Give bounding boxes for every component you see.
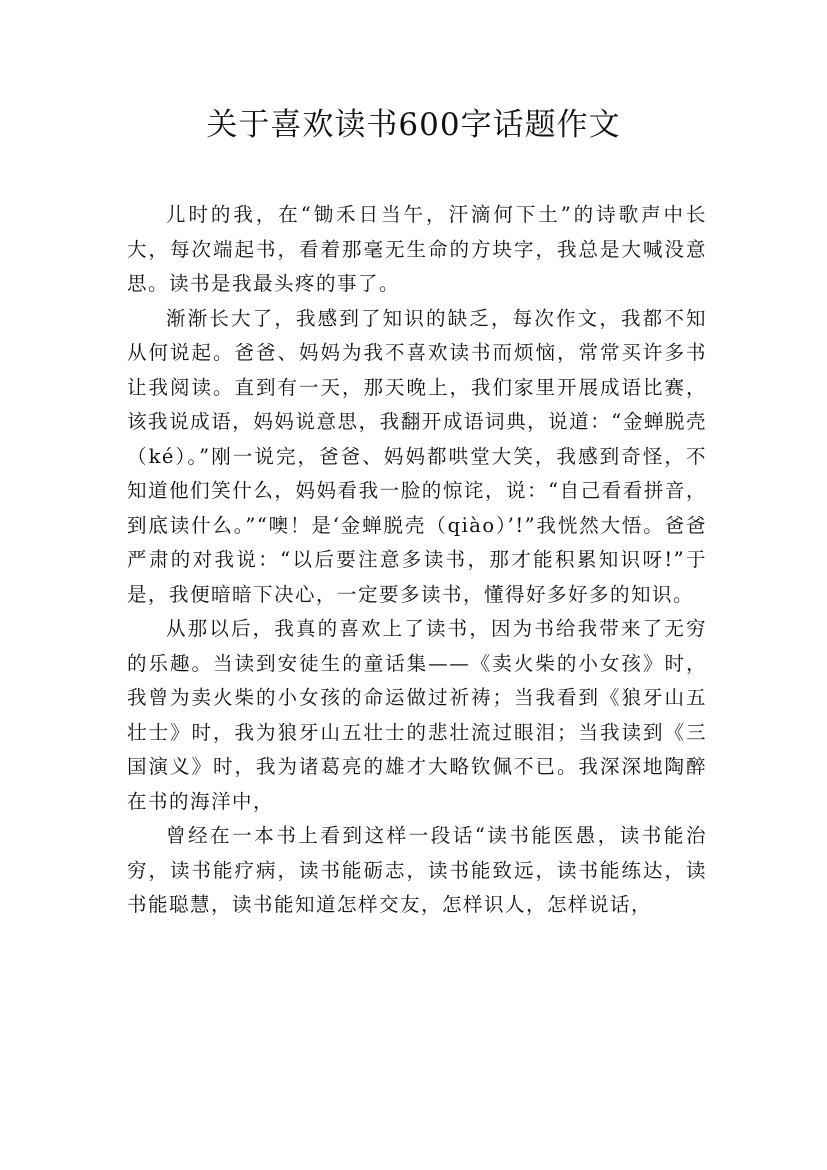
document-body — [127, 198, 707, 923]
paragraph: 渐渐长大了，我感到了知识的缺乏，每次作文，我都不知从何说起。爸爸、妈妈为我不喜欢读书而烦恼，常常买许多书让我阅读。直到有一天，那天晚上，我们家里开展成语比赛，该我说成语，妈妈说意思，我翻开成语词典，说道：“金蝉脱壳（ké）。”刚一说完，爸爸、妈妈都哄堂大笑，我感到奇怪，不知道他们笑什么，妈妈看我一脸的惊诧，说：“自己看看拼音，到底读什么。”“噢！是‘金蝉脱壳（qiào）’!”我恍然大悟。爸爸严肃的对我说：“以后要注意多读书，那才能积累知识呀!”于是，我便暗暗下决心，一定要多读书，懂得好多好多的知识。 — [127, 306, 707, 606]
paragraph: 儿时的我，在“锄禾日当午，汗滴何下土”的诗歌声中长大，每次端起书，看着那毫无生命的方块字，我总是大喊没意思。读书是我最头疼的事了。 — [127, 203, 707, 295]
paragraph: 曾经在一本书上看到这样一段话“读书能医愚，读书能治穷，读书能疗病，读书能砺志，读书能致远，读书能练达，读书能聪慧，读书能知道怎样交友，怎样识人，怎样说话， — [127, 824, 707, 916]
paragraph: 从那以后，我真的喜欢上了读书，因为书给我带来了无穷的乐趣。当读到安徒生的童话集——《卖火柴的小女孩》时，我曾为卖火柴的小女孩的命运做过祈祷；当我看到《狼牙山五壮士》时，我为狼牙山五壮士的悲壮流过眼泪；当我读到《三国演义》时，我为诸葛亮的雄才大略钦佩不已。我深深地陶醉在书的海洋中， — [127, 617, 707, 813]
document-title: 关于喜欢读书600字话题作文 — [206, 107, 621, 143]
